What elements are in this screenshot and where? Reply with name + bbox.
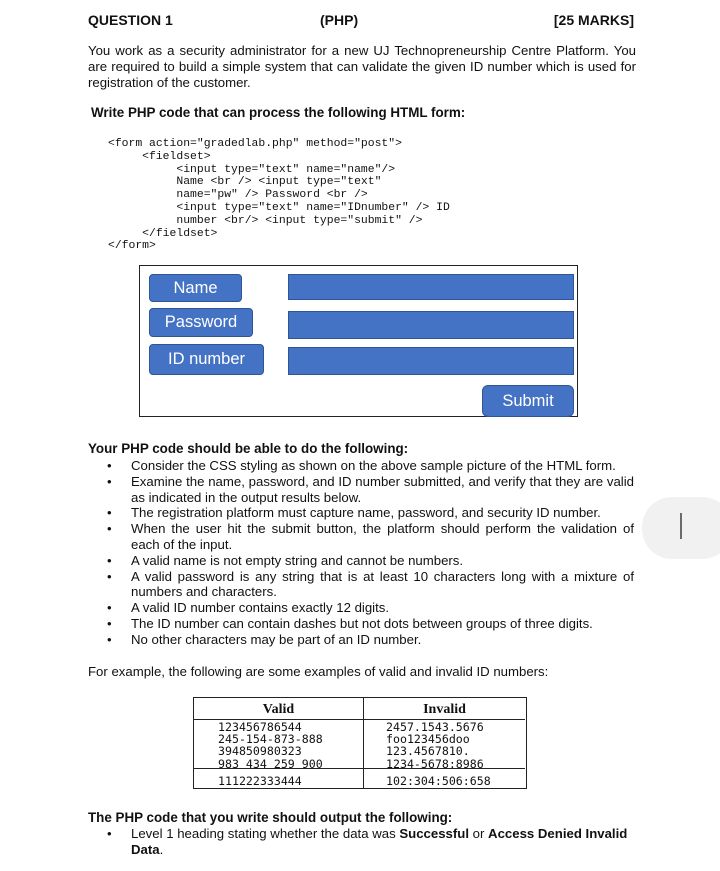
table-cell: 111222333444 [218, 774, 302, 788]
table-cell: 123.4567810. [386, 744, 470, 759]
submit-button[interactable]: Submit [482, 385, 574, 417]
invalid-header: Invalid [423, 702, 466, 717]
example-intro: For example, the following are some examples of valid and invalid ID numbers: [88, 664, 549, 679]
list-item: • A valid ID number contains exactly 12 digits. [104, 600, 634, 616]
output-heading: The PHP code that you write should output the following: [88, 810, 453, 825]
table-cell: 123456786544 [218, 720, 302, 734]
name-label-button: Name [149, 274, 242, 302]
name-input[interactable] [288, 274, 574, 300]
success-term: Successful [399, 826, 469, 841]
id-examples-table [193, 697, 527, 789]
valid-header: Valid [262, 702, 295, 717]
table-cell: 245-154-873-888 [218, 732, 323, 747]
code-line: <form action="gradedlab.php" method="post"> [108, 138, 402, 150]
table-cell: 1234-5678:8986 [386, 756, 484, 771]
code-line: <input type="text" name="name"/> [108, 163, 396, 176]
list-item: • A valid name is not empty string and cannot be numbers. [104, 553, 634, 569]
list-item: • When the user hit the submit button, the platform should perform the validation of each of the input. [104, 521, 634, 553]
requirements-heading: Your PHP code should be able to do the following: [88, 441, 409, 456]
code-line: name="pw" /> Password <br /> [108, 189, 368, 202]
password-input[interactable] [288, 311, 574, 339]
table-cell: 394850980323 [218, 744, 302, 759]
table-cell: 102:304:506:658 [386, 774, 491, 788]
output-list [104, 826, 634, 858]
code-line: <fieldset> [108, 150, 211, 163]
id-number-label-button: ID number [149, 344, 264, 375]
question-header [88, 12, 634, 32]
list-item: • Level 1 heading stating whether the data was Successful or Access Denied Invalid Data. [104, 826, 634, 858]
list-item: • Examine the name, password, and ID number submitted, and verify that they are valid as indicated in the output results below. [104, 474, 634, 506]
id-number-input[interactable] [288, 347, 574, 375]
code-line: Name <br /> <input type="text" [108, 176, 382, 189]
question-number: QUESTION 1 [88, 12, 173, 28]
table-cell: 2457.1543.5676 [386, 720, 484, 734]
scroll-handle[interactable] [642, 497, 720, 559]
requirements-list [104, 458, 634, 648]
list-item: • A valid password is any string that is at least 10 characters long with a mixture of numbers and characters. [104, 569, 634, 601]
valid-column [194, 698, 364, 788]
list-item: • No other characters may be part of an ID number. [104, 632, 634, 648]
table-cell: 983 434 259 900 [218, 756, 323, 771]
table-cell: foo123456doo [386, 732, 470, 747]
password-label-button: Password [149, 308, 253, 337]
list-item: • Consider the CSS styling as shown on the above sample picture of the HTML form. [104, 458, 634, 474]
intro-paragraph: You work as a security administrator for a new UJ Technopreneurship Centre Platform. You are required to build a simple system that can validate the given ID number which is used for registration of the customer. [88, 43, 636, 90]
code-line: number <br/> <input type="submit" /> [108, 214, 423, 227]
sample-form-preview [139, 265, 578, 417]
code-line: </form> [108, 240, 156, 253]
denied-term: Access Denied Invalid Data [131, 826, 628, 857]
list-item: • The ID number can contain dashes but not dots between groups of three digits. [104, 616, 634, 632]
list-item: • The registration platform must capture name, password, and security ID number. [104, 505, 634, 521]
code-line: <input type="text" name="IDnumber" /> ID [108, 201, 450, 214]
scroll-grip-icon [680, 513, 682, 539]
question-marks: [25 MARKS] [553, 12, 634, 28]
invalid-column [364, 698, 525, 788]
code-line: </fieldset> [108, 227, 218, 240]
instruction-heading: Write PHP code that can process the following HTML form: [91, 105, 466, 120]
html-code-block [108, 138, 450, 253]
question-language: (PHP) [320, 12, 359, 28]
